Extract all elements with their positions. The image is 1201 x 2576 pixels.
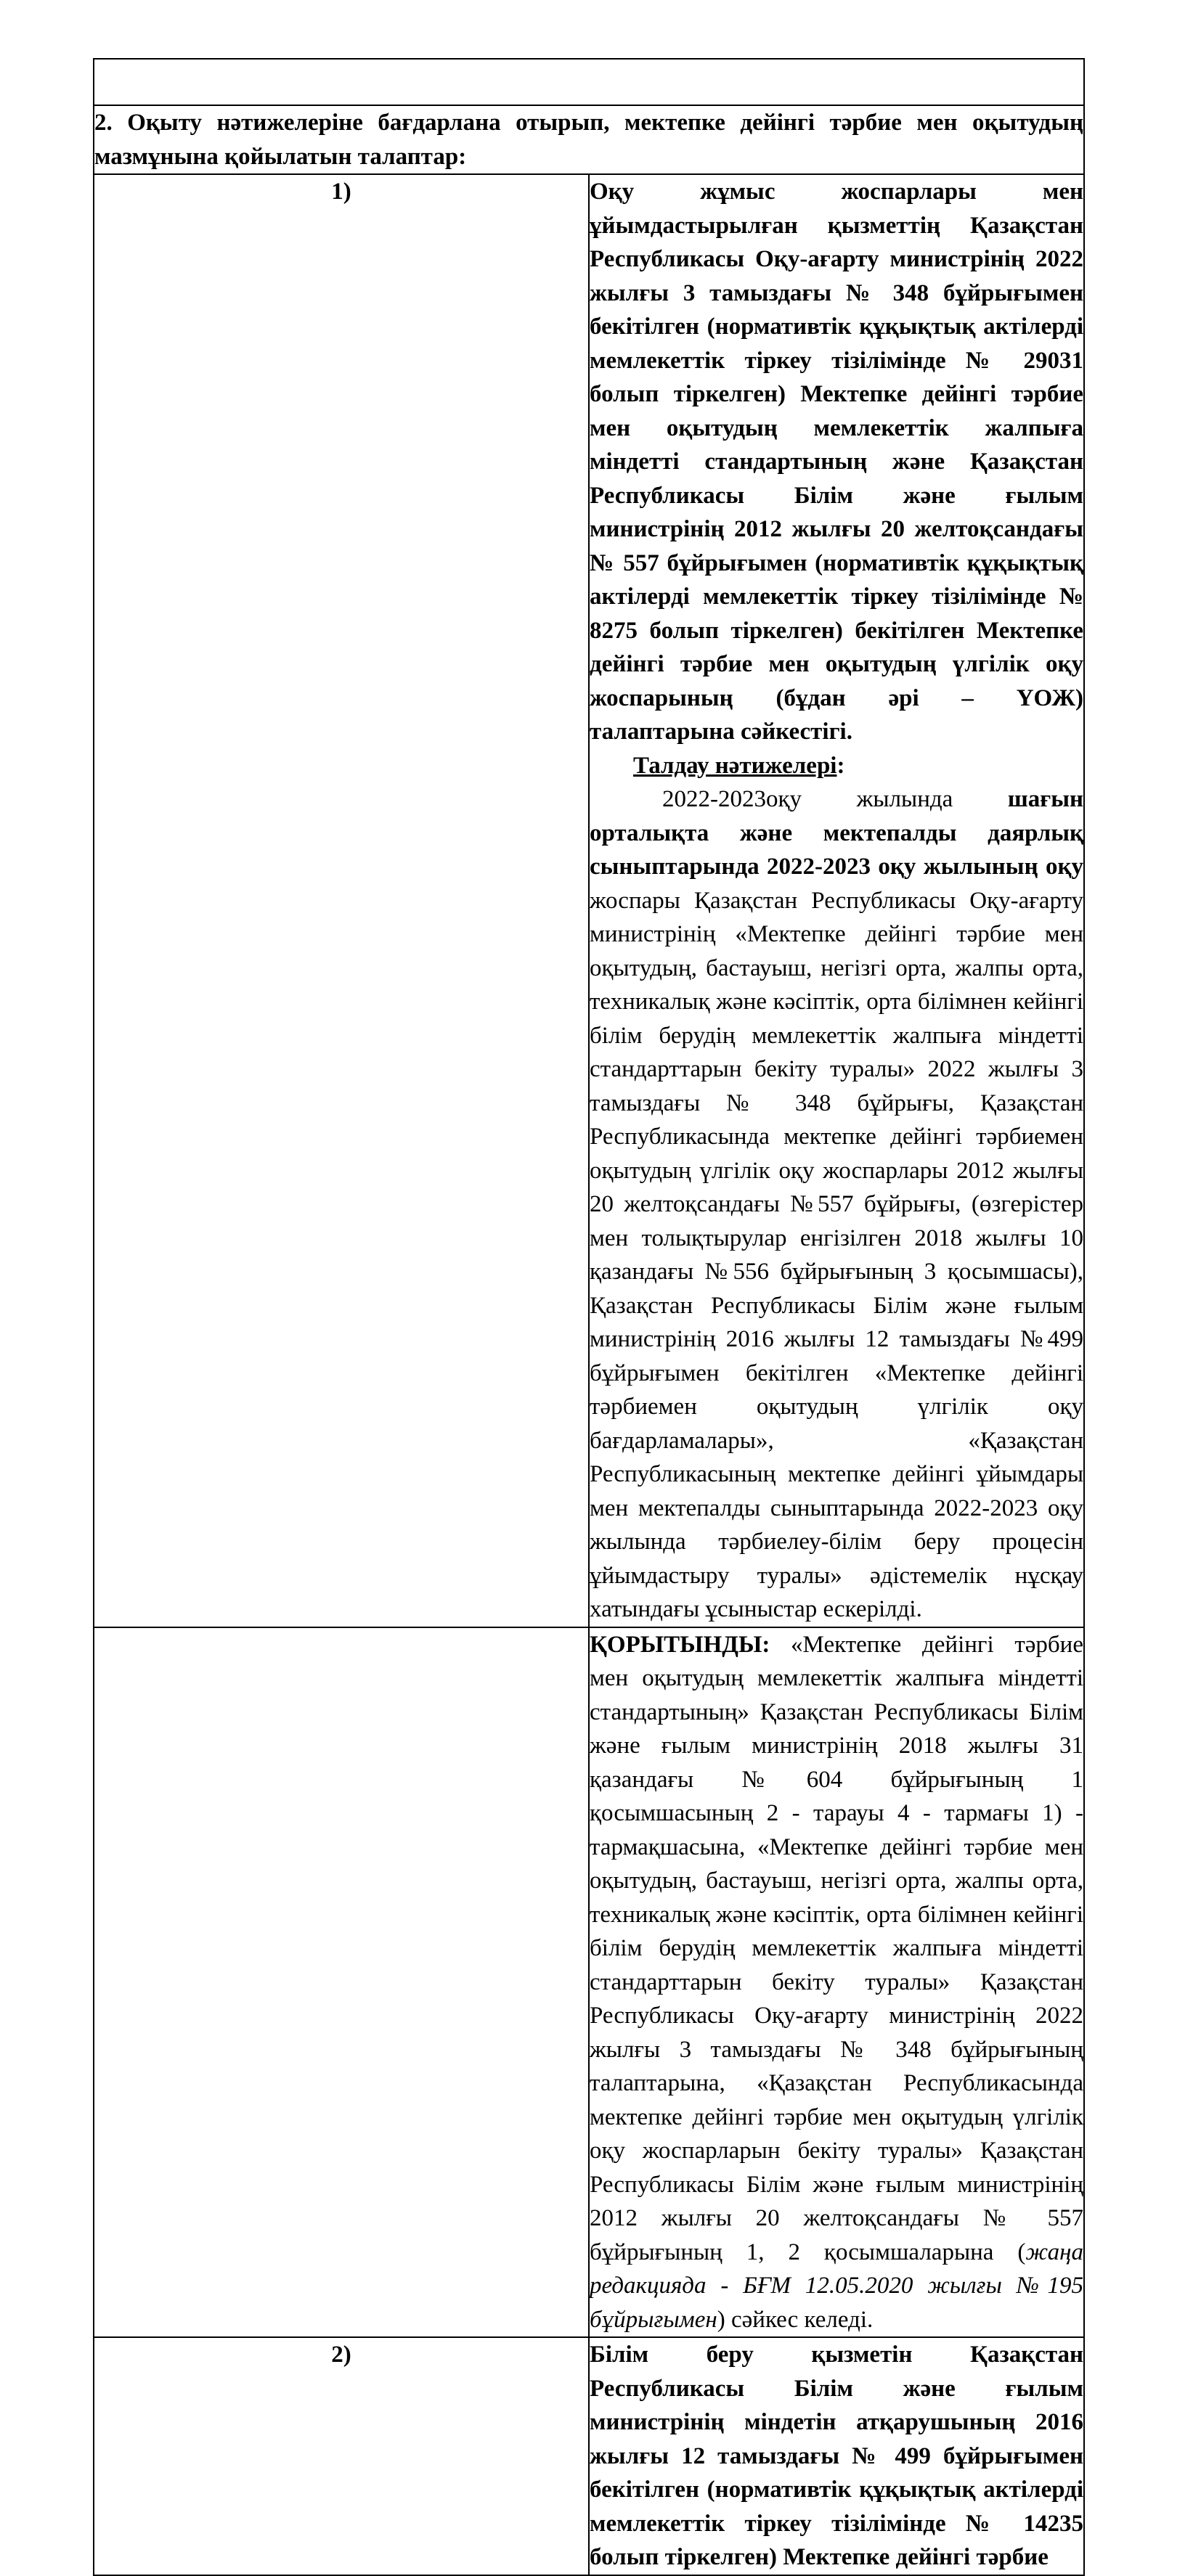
- conclusion-label: ҚОРЫТЫНДЫ:: [590, 1631, 770, 1658]
- analysis-colon: :: [836, 752, 845, 779]
- row-number: 1): [94, 174, 589, 1627]
- empty-header-cell: [94, 59, 1084, 105]
- conclusion-cell: [589, 1627, 1084, 2338]
- row-number: 2): [94, 2337, 589, 2575]
- analysis-rest: жоспары Қазақстан Республикасы Оқу-ағарту министрінің «Мектепке дейінгі тәрбие мен оқытудың, бастауыш, негізгі орта, жалпы орта, техникалық және кәсіптік, орта білімнен кейінгі білім берудің мемлекеттік жалпыға міндетті стандарттарын бекіту туралы» 2022 жылғы 3 тамыздағы № 348 бұйрығы, Қазақстан Республикасында мектепке дейінгі тәрбиемен оқытудың үлгілік оқу жоспарлары 2012 жылғы 20 желтоқсандағы №557 бұйрығы, (өзгерістер мен толықтырулар енгізілген 2018 жылғы 10 қазандағы №556 бұйрығының 3 қосымшасы), Қазақстан Республикасы Білім және ғылым министрінің 2016 жылғы 12 тамыздағы №499 бұйрығымен бекітілген «Мектепке дейінгі тәрбиемен оқытудың үлгілік оқу бағдарламалары», «Қазақстан Республикасының мектепке дейінгі ұйымдары мен мектепалды сыныптарында 2022-2023 оқу жылында тәрбиелеу-білім беру процесін ұйымдастыру туралы» әдістемелік нұсқау хатындағы ұсыныстар ескерілді.: [590, 887, 1083, 1622]
- document-page: [93, 58, 1085, 2576]
- row-number-empty: [94, 1627, 589, 2338]
- conclusion-text: «Мектепке дейінгі тәрбие мен оқытудың мемлекеттік жалпыға міндетті стандартының» Қазақстан Республикасы Білім және ғылым министрінің 2018 жылғы 31 қазандағы №604 бұйрығының 1 қосымшасының 2 - тарауы 4 - тармағы 1) - тармақшасына, «Мектепке дейінгі тәрбие мен оқытудың, бастауыш, негізгі орта, жалпы орта, техникалық және кәсіптік, орта білімнен кейінгі білім берудің мемлекеттік жалпыға міндетті стандарттарын бекіту туралы» Қазақстан Республикасы Оқу-ағарту министрінің 2022 жылғы 3 тамыздағы № 348 бұйрығының талаптарына, «Қазақстан Республикасында мектепке дейінгі тәрбие мен оқытудың үлгілік оқу жоспарларын бекіту туралы» Қазақстан Республикасы Білім және ғылым министрінің 2012 жылғы 20 желтоқсандағы № 557 бұйрығының 1, 2 қосымшаларына (: [590, 1631, 1083, 2265]
- conclusion-italic: жаңа редакцияда - БҒМ 12.05.2020 жылғы №195 бұйрығымен: [590, 2238, 1083, 2333]
- conclusion-end: ) сәйкес келеді.: [717, 2306, 874, 2333]
- row-content: [589, 174, 1084, 1627]
- row-content: [589, 2337, 1084, 2575]
- requirements-table: [93, 58, 1085, 2576]
- table-row-conclusion: [94, 1627, 1084, 2338]
- table-row-2: [94, 2337, 1084, 2575]
- conclusion-paragraph: [590, 1628, 1083, 2337]
- requirement-text: Оқу жұмыс жоспарлары мен ұйымдастырылған қызметтің Қазақстан Республикасы Оқу-ағарту министрінің 2022 жылғы 3 тамыздағы № 348 бұйрығымен бекітілген (нормативтік құқықтық актілерді мемлекеттік тіркеу тізілімінде № 29031 болып тіркелген) Мектепке дейінгі тәрбие мен оқытудың мемлекеттік жалпыға міндетті стандартының және Қазақстан Республикасы Білім және ғылым министрінің 2012 жылғы 20 желтоқсандағы № 557 бұйрығымен (нормативтік құқықтық актілерді мемлекеттік тіркеу тізілімінде № 8275 болып тіркелген) бекітілген Мектепке дейінгі тәрбие мен оқытудың үлгілік оқу жоспарының (бұдан әрі – ҮОЖ) талаптарына сәйкестігі.: [590, 179, 1083, 745]
- table-row-heading: [94, 105, 1084, 174]
- table-row-1: [94, 174, 1084, 1627]
- table-row-empty: [94, 59, 1084, 105]
- section-heading: 2. Оқыту нәтижелеріне бағдарлана отырып, мектепке дейінгі тәрбие мен оқытудың мазмұнына қойылатын талаптар:: [94, 105, 1084, 174]
- analysis-intro: 2022-2023оқу жылында: [662, 786, 1008, 812]
- analysis-bold-text: шағын орталықта және мектепалды даярлық сыныптарында 2022-2023 оқу жылының оқу: [590, 786, 1083, 880]
- requirement-text: Білім беру қызметін Қазақстан Республикасы Білім және ғылым министрінің міндетін атқарушының 2016 жылғы 12 тамыздағы № 499 бұйрығымен бекітілген (нормативтік құқықтық актілерді мемлекеттік тіркеу тізілімінде № 14235 болып тіркелген) Мектепке дейінгі тәрбие: [590, 2342, 1083, 2570]
- analysis-paragraph: [590, 782, 1083, 1627]
- analysis-label: Талдау нәтижелері: [633, 752, 837, 779]
- analysis-heading: [590, 749, 1083, 783]
